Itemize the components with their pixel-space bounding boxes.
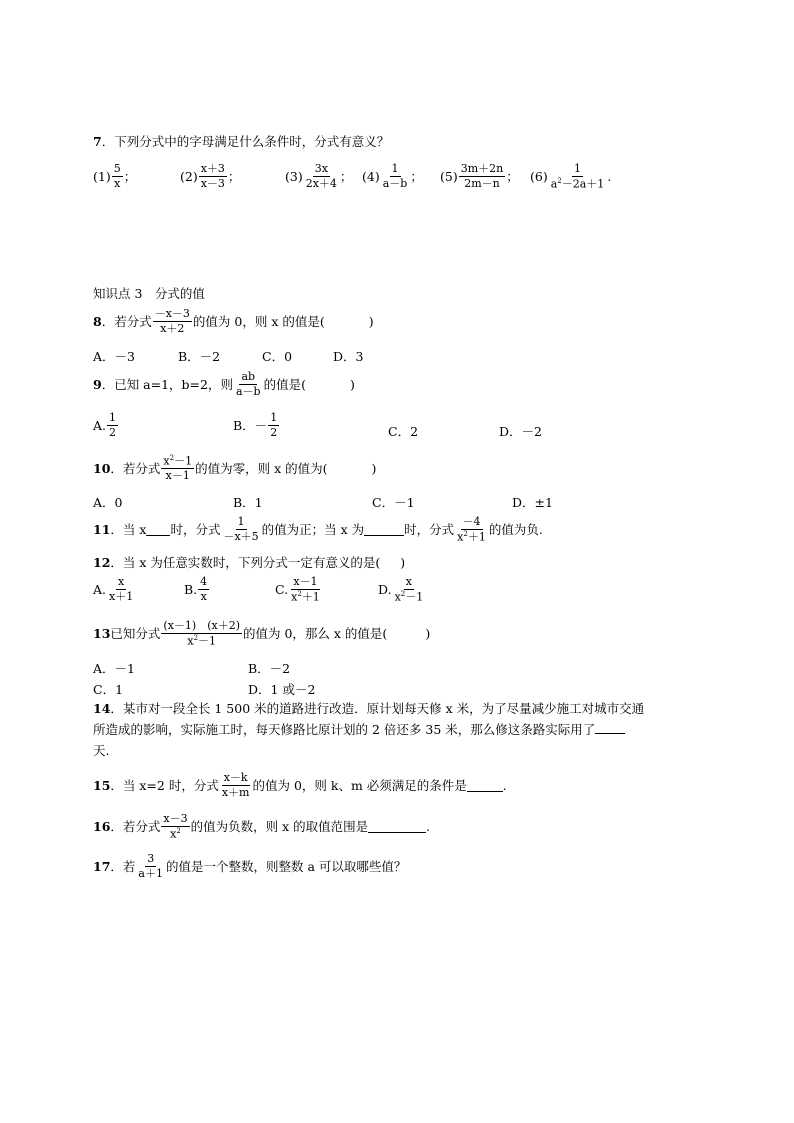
answer-blank[interactable]	[595, 720, 625, 734]
answer-blank[interactable]	[467, 778, 503, 792]
fraction: $\frac{x}{x^2-1}$	[394, 575, 424, 604]
question-14: 14．某市对一段全长 1 500 米的道路进行改造．原计划每天修 x 米，为了尽量减少施工对城市交通 所造成的影响，实际施工时，每天修路比原计划的 2 倍还多 35 米，那么修这条路实际用了 天.	[93, 701, 645, 758]
fraction: $\frac{1}{-x+5}$	[223, 515, 259, 543]
section-heading: 知识点 3 分式的值	[93, 286, 205, 301]
fraction: $\frac{3m+2n}{2m-n}$	[460, 162, 504, 190]
q9-option-a[interactable]: A. $\frac{1}{2}$	[93, 411, 117, 439]
question-17: 17 ．若 $\frac{3}{a+1}$ 的值是一个整数，则整数 a 可以取哪些值？	[93, 852, 407, 880]
question-13: 13 已知分式 $\frac{(x-1) (x+2)}{x^2-1}$ 的值为 0，那么 x 的值是( )	[93, 619, 431, 648]
question-7	[93, 132, 389, 150]
fraction: $\frac{ab}{a-b}$	[235, 370, 261, 398]
fraction: $\frac{1}{a^2-2a+1}$	[550, 162, 605, 191]
fraction: $\frac{3}{a+1}$	[138, 852, 163, 880]
answer-blank[interactable]	[146, 522, 170, 536]
q8-option-a[interactable]: A．－3	[93, 349, 135, 364]
fraction: $\frac{1}{a-b}$	[382, 162, 408, 190]
question-11: 11 ．当 x 时，分式 $\frac{1}{-x+5}$ 的值为正；当 x 为 时，分式 $\frac{-4}{x^2+1}$ 的值为负.	[93, 515, 543, 544]
question-9: 9 ．已知 a=1，b=2，则 $\frac{ab}{a-b}$ 的值是( )	[93, 370, 355, 398]
q13-option-b[interactable]: B．－2	[248, 661, 291, 676]
q9-option-d[interactable]: D．－2	[499, 424, 542, 439]
fraction: $\frac{3x}{2x+4}$	[305, 162, 337, 190]
fraction: $\frac{1}{2}$	[270, 411, 278, 439]
fraction: $\frac{x+3}{x-3}$	[200, 162, 225, 190]
q10-option-d[interactable]: D．±1	[512, 495, 553, 510]
fraction: $\frac{x-k}{x+m}$	[221, 771, 250, 799]
question-number: 7	[93, 133, 102, 149]
q13-option-a[interactable]: A．－1	[93, 661, 135, 676]
fraction: $\frac{5}{x}$	[113, 162, 121, 190]
fraction: $\frac{4}{x}$	[200, 575, 208, 603]
fraction: $\frac{x-1}{x^2+1}$	[291, 575, 320, 604]
q7-item-5: (5) $\frac{3m+2n}{2m-n}$ ；	[440, 162, 519, 190]
fraction: $\frac{-x-3}{x+2}$	[154, 307, 190, 335]
fraction: $\frac{x-3}{x^2}$	[163, 812, 188, 841]
q12-option-b[interactable]: B. $\frac{4}{x}$	[184, 575, 208, 603]
q8-option-d[interactable]: D．3	[333, 349, 364, 364]
q12-option-a[interactable]: A. $\frac{x}{x+1}$	[93, 575, 134, 603]
fraction: $\frac{1}{2}$	[109, 411, 117, 439]
q9-option-b[interactable]: B．－ $\frac{1}{2}$	[233, 411, 278, 439]
q10-option-a[interactable]: A．0	[93, 495, 123, 510]
q13-option-c[interactable]: C．1	[93, 682, 124, 697]
fraction: $\frac{-4}{x^2+1}$	[457, 515, 486, 544]
q13-option-d[interactable]: D．1 或－2	[248, 682, 316, 697]
q7-item-6: (6) $\frac{1}{a^2-2a+1}$ .	[530, 162, 612, 191]
q12-option-d[interactable]: D. $\frac{x}{x^2-1}$	[378, 575, 424, 604]
q7-item-1: (1) $\frac{5}{x}$ ；	[93, 162, 137, 190]
answer-blank[interactable]	[368, 819, 426, 833]
answer-blank[interactable]	[364, 522, 404, 536]
q7-item-2: (2) $\frac{x+3}{x-3}$ ；	[180, 162, 241, 190]
question-8: 8 ．若分式 $\frac{-x-3}{x+2}$ 的值为 0，则 x 的值是( )	[93, 307, 374, 335]
question-16: 16 ．若分式 $\frac{x-3}{x^2}$ 的值为负数，则 x 的取值范围是 .	[93, 812, 431, 841]
question-text: ．下列分式中的字母满足什么条件时，分式有意义？	[101, 134, 390, 149]
q8-option-b[interactable]: B．－2	[178, 349, 221, 364]
q10-option-b[interactable]: B．1	[233, 495, 263, 510]
question-15: 15 ．当 x=2 时，分式 $\frac{x-k}{x+m}$ 的值为 0，则 k、m 必须满足的条件是 .	[93, 771, 507, 799]
q9-option-c[interactable]: C．2	[388, 424, 419, 439]
q7-item-4: (4) $\frac{1}{a-b}$ ；	[362, 162, 423, 190]
q8-option-c[interactable]: C．0	[262, 349, 293, 364]
q7-item-3: (3) $\frac{3x}{2x+4}$ ；	[285, 162, 353, 190]
fraction: $\frac{x^2-1}{x-1}$	[163, 454, 193, 483]
q12-option-c[interactable]: C. $\frac{x-1}{x^2+1}$	[275, 575, 320, 604]
fraction: $\frac{x}{x+1}$	[109, 575, 134, 603]
question-12: 12 ．当 x 为任意实数时，下列分式一定有意义的是( )	[93, 554, 406, 570]
fraction: $\frac{(x-1) (x+2)}{x^2-1}$	[163, 619, 240, 648]
question-10: 10 ．若分式 $\frac{x^2-1}{x-1}$ 的值为零，则 x 的值为( )	[93, 454, 377, 483]
q10-option-c[interactable]: C．－1	[372, 495, 415, 510]
